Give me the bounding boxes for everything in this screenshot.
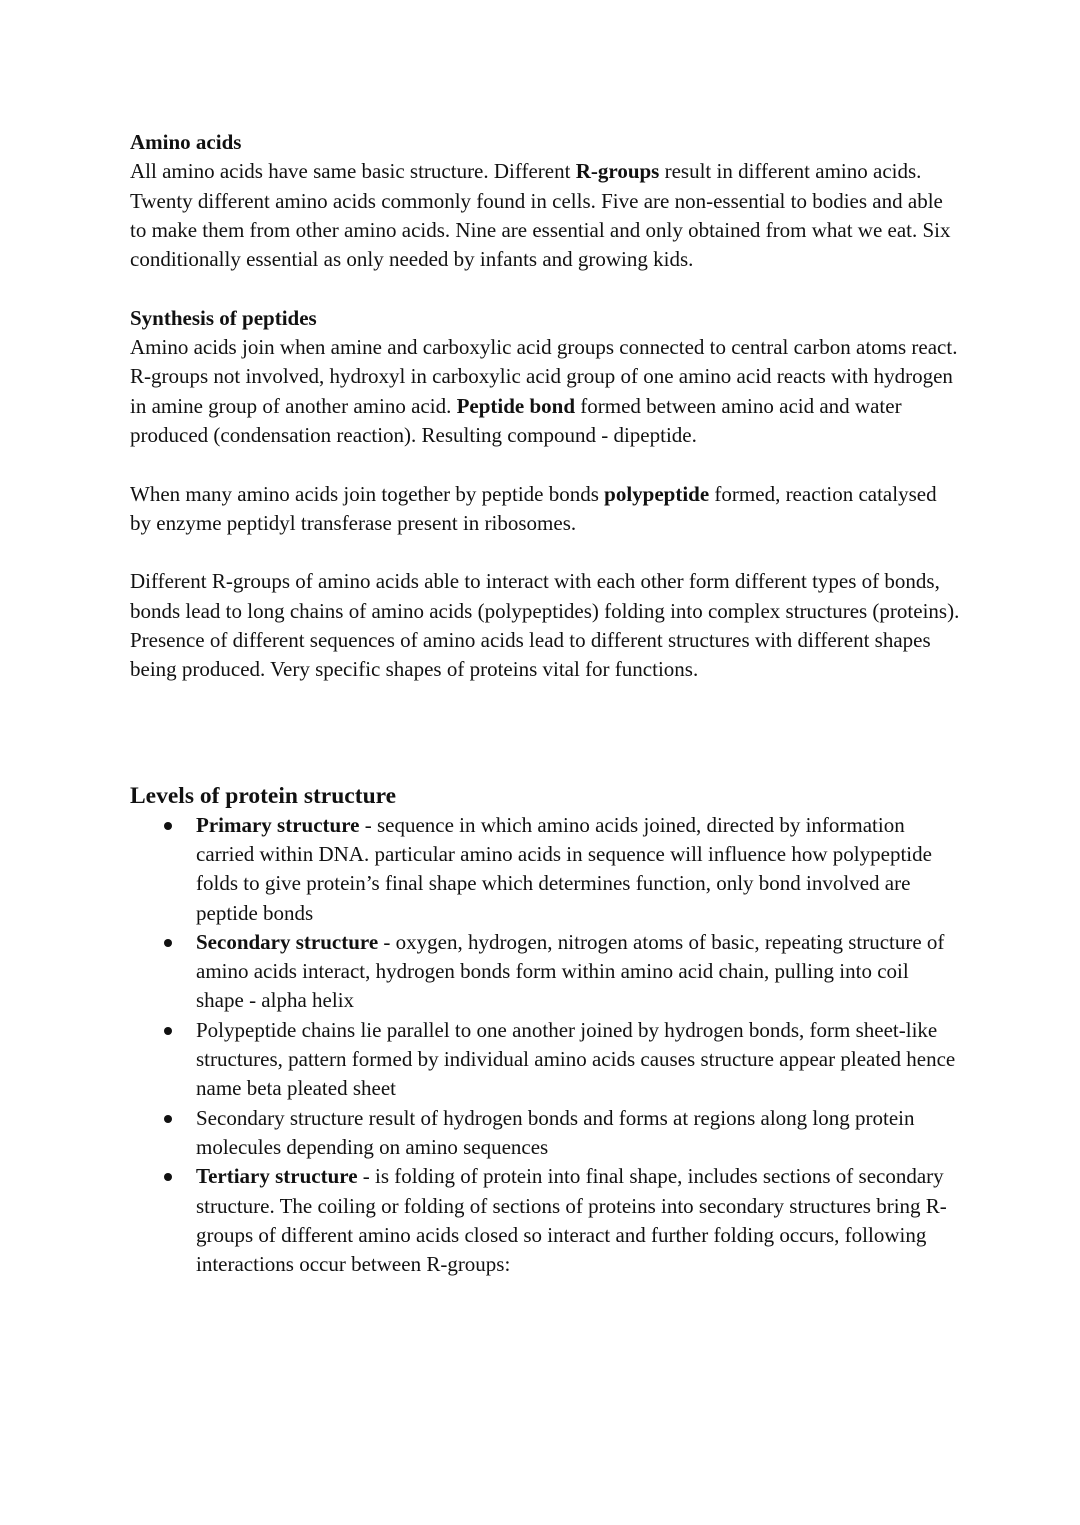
heading-synthesis: Synthesis of peptides: [130, 305, 317, 330]
text: All amino acids have same basic structure. Different: [130, 159, 576, 184]
text: Secondary structure result of hydrogen bonds and forms at regions along long protein molecules depending on amino sequences: [196, 1105, 915, 1159]
bullet-icon: [164, 939, 172, 947]
list-item: [196, 1162, 960, 1279]
heading-levels: Levels of protein structure: [130, 782, 397, 809]
list-item: [196, 1104, 960, 1163]
text: formed between amino acid and water produced (condensation reaction). Resulting compound - dipeptide.: [130, 393, 902, 447]
paragraph-synthesis-3: Different R-groups of amino acids able to interact with each other form different types of bonds, bonds lead to long chains of amino acids (polypeptides) folding into complex structures (proteins). Presence of different sequences of amino acids lead to different structures with different shapes being produced. Very specific shapes of proteins vital for functions.: [130, 569, 960, 682]
text: When many amino acids join together by peptide bonds: [130, 481, 605, 506]
text: result in different amino acids. Twenty different amino acids commonly found in cells. Five are non-essential to bodies and able to make them from other amino acids. Nine are essential and only obtained from what we eat. Six conditionally essential as only needed by infants and growing kids.: [130, 159, 951, 272]
bold-term: polypeptide: [604, 481, 710, 506]
list-item: [196, 928, 960, 1016]
list-item: [196, 811, 960, 928]
text: - oxygen, hydrogen, nitrogen atoms of basic, repeating structure of amino acids interact, hydrogen bonds form within amino acid chain, pulling into coil shape - alpha helix: [196, 929, 945, 1013]
text: Amino acids join when amine and carboxylic acid groups connected to central carbon atoms react. R-groups not involved, hydroxyl in carboxylic acid group of one amino acid reacts with hydrogen in amine group of another amino acid.: [130, 335, 958, 418]
text: - sequence in which amino acids joined, directed by information carried within DNA. particular amino acids in sequence will influence how polypeptide folds to give protein’s final shape which determines function, only bond involved are peptide bonds: [196, 812, 932, 925]
bold-term: Peptide bond: [456, 393, 576, 418]
text: Polypeptide chains lie parallel to one another joined by hydrogen bonds, form sheet-like structures, pattern formed by individual amino acids causes structure appear pleated hence name beta pleated sheet: [196, 1017, 956, 1101]
text: - is folding of protein into final shape, includes sections of secondary structure. The coiling or folding of sections of proteins into secondary structures bring R-groups of different amino acids closed so interact and further folding occurs, following interactions occur between R-groups:: [196, 1164, 947, 1277]
bold-term: Primary structure: [196, 812, 360, 837]
bold-term: R-groups: [575, 159, 660, 184]
bullet-icon: [164, 1115, 172, 1123]
paragraph-synthesis-2: [130, 480, 960, 539]
document-page: [130, 128, 960, 1279]
paragraph-synthesis-1: [130, 333, 960, 450]
text: formed, reaction catalysed by enzyme peptidyl transferase present in ribosomes.: [130, 481, 937, 535]
bullet-icon: [164, 1027, 172, 1035]
bullet-icon: [164, 1173, 172, 1181]
bold-term: Secondary structure: [196, 929, 379, 954]
list-item: [196, 1016, 960, 1104]
bold-term: Tertiary structure: [196, 1164, 358, 1189]
heading-amino-acids: Amino acids: [130, 130, 242, 154]
bullet-icon: [164, 822, 172, 830]
paragraph-amino-acids: [130, 157, 960, 274]
levels-list: [130, 811, 960, 1280]
